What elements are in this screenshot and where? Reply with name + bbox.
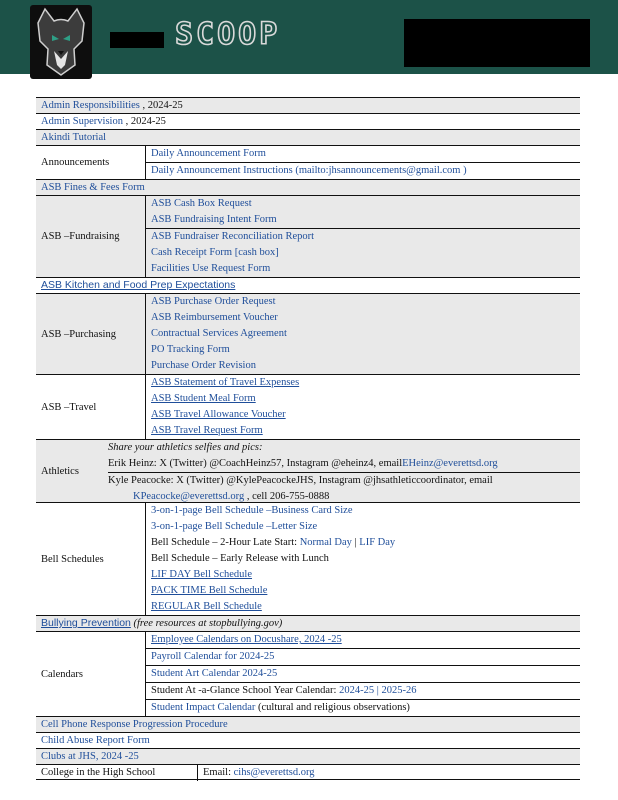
row-clubs: [36, 748, 580, 764]
kyle-email-link[interactable]: KPeacocke@everettsd.org: [133, 491, 245, 502]
row-admin-responsibilities: Admin Responsibilities , 2024-25: [36, 97, 580, 113]
section-purchasing: [36, 293, 580, 374]
bell-letter-size-link[interactable]: 3-on-1-page Bell Schedule: [151, 521, 264, 532]
bell-business-card-link[interactable]: 3-on-1-page Bell Schedule: [151, 505, 264, 516]
payroll-calendar-link[interactable]: Payroll Calendar for 2024-25: [146, 648, 580, 665]
admin-responsibilities-link[interactable]: Admin Responsibilities: [41, 100, 140, 111]
bell-early-release: Bell Schedule – Early Release with Lunch: [151, 553, 329, 564]
bell-letter-size: 3-on-1-page Bell Schedule –Letter Size: [151, 521, 318, 532]
header-banner: [0, 0, 618, 74]
student-meal-link[interactable]: ASB Student Meal Form: [151, 393, 256, 404]
contractual-services-link[interactable]: Contractual Services Agreement: [151, 328, 287, 339]
child-abuse-report-link[interactable]: Child Abuse Report Form: [41, 735, 150, 746]
row-admin-supervision: Admin Supervision , 2024-25: [36, 113, 580, 129]
travel-request-link[interactable]: ASB Travel Request Form: [151, 425, 263, 436]
clubs-link[interactable]: Clubs at JHS, 2024 -25: [41, 751, 139, 762]
athletics-intro: Share your athletics selfies and pics:: [108, 442, 263, 453]
section-athletics: [36, 439, 580, 502]
redacted-block: [404, 19, 590, 67]
kyle-contact-line2: KPeacocke@everettsd.org , cell 206-755-0888: [133, 491, 330, 502]
section-announcements: [36, 145, 580, 179]
admin-supervision-link[interactable]: Admin Supervision: [41, 116, 123, 127]
section-label: ASB –Purchasing: [41, 328, 116, 340]
asb-fundraising-intent-link[interactable]: ASB Fundraising Intent Form: [151, 214, 277, 225]
pack-time-bell-link[interactable]: PACK TIME Bell Schedule: [151, 585, 268, 596]
student-impact-calendar-link[interactable]: Student Impact Calendar: [151, 702, 256, 713]
regular-bell-link[interactable]: REGULAR Bell Schedule: [151, 601, 262, 612]
daily-announcement-form-link[interactable]: Daily Announcement Form: [151, 148, 266, 159]
row-asb-fines: [36, 179, 580, 195]
normal-day-link[interactable]: Normal Day: [299, 537, 352, 548]
cash-receipt-form-link[interactable]: Cash Receipt Form [cash box]: [151, 247, 279, 258]
student-art-calendar-link[interactable]: Student Art Calendar 2024-25: [146, 665, 580, 682]
cihs-email-link[interactable]: cihs@everettsd.org: [233, 767, 315, 778]
section-label: ASB –Travel: [41, 401, 97, 413]
cell-phone-procedure-link[interactable]: Cell Phone Response Progression Procedure: [41, 719, 228, 730]
section-label: Announcements: [41, 157, 110, 168]
row-cell-phone: [36, 716, 580, 732]
erik-contact: Erik Heinz: X (Twitter) @CoachHeinz57, Instagram @eheinz4, emailEHeinz@everettsd.org: [108, 458, 498, 469]
lif-day-bell-link[interactable]: LIF DAY Bell Schedule: [151, 569, 253, 580]
husky-logo-icon: [30, 5, 92, 79]
po-tracking-link[interactable]: PO Tracking Form: [151, 344, 230, 355]
at-a-glance-calendar: Student At -a-Glance School Year Calendar: 2024-25 | 2025-26: [146, 682, 580, 699]
section-bell-schedules: [36, 502, 580, 615]
row-akindi: [36, 129, 580, 145]
purchase-order-revision-link[interactable]: Purchase Order Revision: [151, 360, 256, 371]
facilities-use-link[interactable]: Facilities Use Request Form: [151, 263, 271, 274]
section-calendars: [36, 631, 580, 716]
employee-calendars-link[interactable]: Employee Calendars on Docushare, 2024 -25: [151, 634, 342, 645]
section-travel: [36, 374, 580, 439]
section-label: Athletics: [41, 465, 79, 477]
lif-day-link[interactable]: LIF Day: [359, 537, 396, 548]
daily-announcement-instructions-link[interactable]: Daily Announcement Instructions (mailto:jhsannouncements@gmail.com ): [146, 162, 580, 179]
asb-fundraiser-reconciliation-link[interactable]: ASB Fundraiser Reconciliation Report: [146, 228, 580, 245]
travel-expenses-link[interactable]: ASB Statement of Travel Expenses: [151, 377, 300, 388]
bell-late-start: Bell Schedule – 2-Hour Late Start: Normal Day | LIF Day: [151, 537, 396, 548]
bell-business-card: 3-on-1-page Bell Schedule –Business Card Size: [151, 505, 353, 516]
resource-table: [36, 97, 580, 780]
college-email: Email: cihs@everettsd.org: [197, 765, 315, 781]
asb-kitchen-link[interactable]: ASB Kitchen and Food Prep Expectations: [41, 279, 236, 291]
newsletter-title: SCOOP: [175, 17, 281, 52]
asb-fines-form-link[interactable]: ASB Fines & Fees Form: [41, 182, 145, 193]
row-bullying: Bullying Prevention (free resources at stopbullying.gov): [36, 615, 580, 631]
row-college: [36, 764, 580, 780]
section-label: Bell Schedules: [41, 553, 104, 565]
section-label: Calendars: [41, 668, 83, 680]
school-year-calendar-link[interactable]: 2024-25 | 2025-26: [339, 685, 417, 696]
kyle-contact: Kyle Peacocke: X (Twitter) @KylePeacockeJHS, Instagram @jhsathleticcoordinator, email: [108, 472, 580, 489]
redacted-block: [110, 32, 164, 48]
row-kitchen: [36, 277, 580, 293]
asb-cash-box-link[interactable]: ASB Cash Box Request: [151, 198, 252, 209]
erik-email-link[interactable]: EHeinz@everettsd.org: [402, 458, 498, 469]
bullying-prevention-link[interactable]: Bullying Prevention: [41, 617, 131, 629]
section-label: ASB –Fundraising: [41, 231, 120, 242]
travel-allowance-link[interactable]: ASB Travel Allowance Voucher: [151, 409, 286, 420]
row-child-abuse: [36, 732, 580, 748]
akindi-tutorial-link[interactable]: Akindi Tutorial: [41, 132, 107, 143]
college-label: College in the High School: [41, 767, 156, 778]
asb-reimbursement-link[interactable]: ASB Reimbursement Voucher: [151, 312, 278, 323]
impact-calendar: Student Impact Calendar (cultural and religious observations): [146, 699, 580, 716]
section-fundraising: [36, 195, 580, 277]
asb-purchase-order-link[interactable]: ASB Purchase Order Request: [151, 296, 276, 307]
